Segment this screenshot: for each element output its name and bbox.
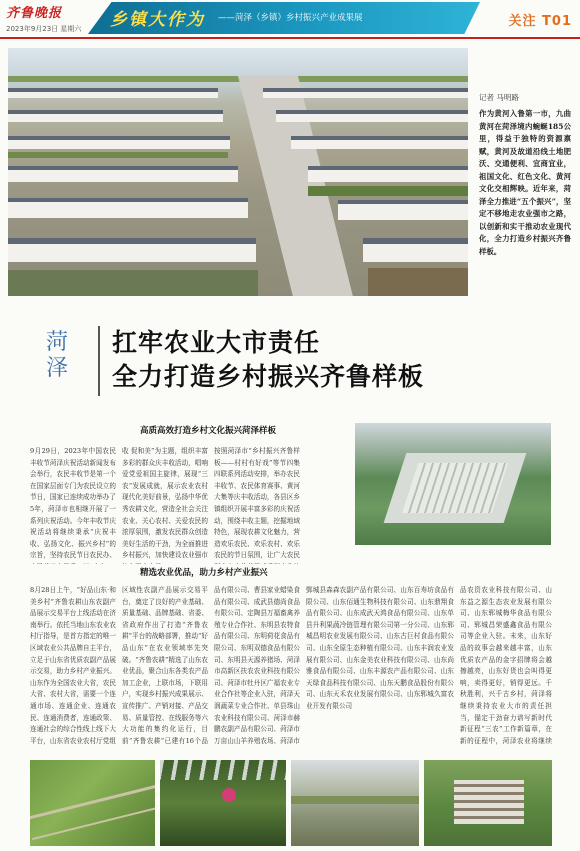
banner-title: 乡镇大作为 <box>110 10 205 30</box>
photo-village-aerial-small <box>424 760 552 846</box>
masthead-rule <box>0 37 580 39</box>
masthead <box>0 0 580 38</box>
section-label: 关注 T01 <box>508 14 572 29</box>
lead-paragraph: 作为黄河入鲁第一市，九曲黄河在菏泽境内蜿蜒185公里，得益于独特的资源禀赋，黄河及故道沿线土地肥沃、交通便利、宜商宜业，祖国文化、红色文化、黄河文化交相辉映。近年来，菏泽全力推进“五个振兴”，坚定不移地走农业强市之路，以创新和实干推动农业现代化，全力打造乡村振兴齐鲁样板。 <box>479 109 571 256</box>
section1-column-3: 按照菏泽市“乡村振兴齐鲁样板——村村有好戏”等节四集四联系列活动安排，举办农民丰收节、农民体育赛事、黄河大集等庆丰收活动，各县区乡镇组织开展丰富多彩的庆祝活动，围绕丰收主题，挖掘地域特色，展现农耕文化魅力，营造欢乐农民、欢乐农村、欢乐农民的节日氛围，让广大农民 <box>214 447 300 560</box>
newspaper-logo: 齐鲁晚报 <box>6 6 63 21</box>
headline-line-2: 全力打造乡村振兴齐鲁样板 <box>112 362 425 391</box>
issue-date: 2023年9月23日 星期六 <box>6 25 82 33</box>
headline-line-1: 扛牢农业大市责任 <box>112 328 321 357</box>
section2-column-2: 区域性农副产品展示交易平台，奠定了良好的产业基础、质量基础、品牌基础、省委、省政府作出了打造“齐鲁农耕”平台的战略部署，推动“好品山东”在农业领域率先突破。“齐鲁农耕”精选了山东农业优品，聚合山东各类农产品加工企业，上联市场，下联用户，实现乡村振兴成果展示、宣传推广、产销对接、产品交易、质量管控、在线服务等六大功能的集约化运行，目前“齐鲁农耕”已建有16个品 <box>122 586 208 745</box>
photo-dragonfruit-greenhouse <box>160 760 286 846</box>
reporter-byline: 记者 马明路 <box>479 93 519 102</box>
section2-title: 精选农业优品，助力乡村产业振兴 <box>140 568 268 578</box>
section2-column-5: 品农资农业科技有限公司、山东益之源生态农业发展有限公司、山东郓城梅华食品有限公司、郓城昌荣盛鑫食品有限公司等企业入驻。未来，山东好品的故事会越来越丰富，山东优质农产品的金字招牌将会越擦越亮，山东好货也会叫得更响，卖得更好，销得更远。千秋胜利，兴千古乡村，菏泽将继续秉持农业大市的责任担当，锚定干劲奋力谱写新时代新征程“三农”工作新篇章，在新的征程中，菏泽农业将继续 <box>460 586 552 745</box>
headline-place: 菏泽 <box>46 330 69 381</box>
headline-divider <box>98 326 100 396</box>
section2-column-4: 鄄城县森森农副产品有限公司、山东百寿坊食品有限公司、山东佰通生物科技有限公司、山东鼎翔食品有限公司、山东成武天鸿食品有限公司、山东单县升利果蔬冷链管理有限公司第一分公司、山东郓城昌明农业发展有限公司、山东古巨村食品有限公司、山东全原生态种植有限公司、山东丰润农业发展有限公司、山东金美农业科技有限公司、山东尚雅食品有限公司、山东丰源农产品有限公司、山东天绿食品科技有限公司、山东天鹏食品股份有限公司、山东天禾农业发展有限公司、山东郓城久富农业开发有限公司 <box>306 586 454 710</box>
section2-column-3: 品有限公司、曹县家业蜡染食品有限公司、成武县德尚食品有限公司、定陶县万福畜禽养殖专业合作社、东明县农特食品有限公司、东明荷花食品有限公司、东明双德食品有限公司、东明县天源养猪场、菏泽市高新区扶农农业科技有限公司、菏泽市牡丹区广福农业专业合作社等企业入驻，菏泽天润蔬菜专业合作社、单县珠山农业科技有限公司、菏泽市赫鹏农副产品有限公司、菏泽市万亩山山羊养殖农场、菏泽市 <box>214 586 300 745</box>
photo-orchard-field <box>291 760 419 846</box>
banner-subtitle: ——菏泽（乡镇）乡村振兴产业成果展 <box>218 13 363 23</box>
section1-column-1: 9月29日，2023年中国农民丰收节菏泽庆祝活动新闻发布会举行，农民丰收节是第一个在国家层面专门为农民设立的节日，国家已连续成功举办了5年，菏泽市也相继开展了一系列庆祝活动。今年丰收节庆祝活动将继续秉承“庆祝丰收、弘扬文化、振兴乡村”的宗旨，坚持农民节日农民办、 <box>30 447 116 560</box>
photo-greenhouse-aerial <box>355 423 551 545</box>
section2-column-1: 8月28日上午，“好品山东·和美乡村”齐鲁农耕山东农副产品展示交易平台上线活动在济南举行。依托当地山东农业农村厅指导，是首方指定的唯一区域农业公共品牌自主平台，立足于山东省优质农副产品展示交易，助力乡村产业振兴。山东作为全国农业大省，农民大省、农村大省，需要一个连通市场、连通企业、连通农民、连通消费者，连通政策、连通社会的综合性线上线下大平台，山东省农业农村厅党组 <box>30 586 116 745</box>
section1-title: 高质高效打造乡村文化振兴菏泽样板 <box>140 426 277 436</box>
photo-farmland <box>30 760 155 846</box>
hero-photo-village-aerial <box>8 48 468 296</box>
main-headline <box>112 326 424 394</box>
section1-column-2: 收 促和美”为主题，组织丰富多彩的群众庆丰收活动，唱响爱党爱祖国主旋律，展现“三农”发展成就，展示农业农村现代化美好前景，弘扬中华优秀农耕文化，营造全社会关注农业、关心农村、关爱农民的浓厚氛围，激发农民群众创造美好生活的干劲，为全面推进乡村振兴，加快建设农业强市 <box>122 447 208 560</box>
